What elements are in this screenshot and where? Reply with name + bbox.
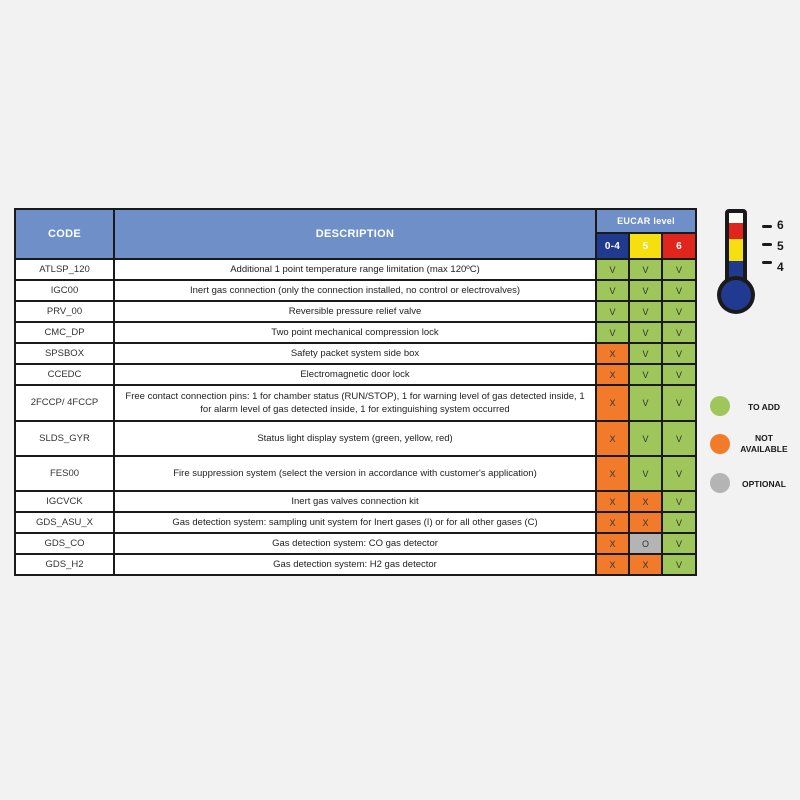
table-row bbox=[15, 533, 696, 554]
row-code: FES00 bbox=[15, 456, 114, 491]
row-description: Electromagnetic door lock bbox=[114, 364, 596, 385]
legend-not-available-label: NOT AVAILABLE bbox=[740, 433, 788, 454]
availability-level-6: V bbox=[662, 512, 696, 533]
row-code: CCEDC bbox=[15, 364, 114, 385]
availability-level-6: V bbox=[662, 343, 696, 364]
availability-level-5: V bbox=[629, 280, 662, 301]
availability-level-5: V bbox=[629, 421, 662, 456]
row-description: Fire suppression system (select the version in accordance with customer's application) bbox=[114, 456, 596, 491]
availability-level-5: V bbox=[629, 456, 662, 491]
scale-label-6: 6 bbox=[777, 218, 784, 232]
table-row bbox=[15, 259, 696, 280]
availability-level-5: V bbox=[629, 385, 662, 421]
row-description: Gas detection system: H2 gas detector bbox=[114, 554, 596, 575]
scale-tick-6 bbox=[762, 225, 772, 228]
scale-label-4: 4 bbox=[777, 260, 784, 274]
row-code: IGCVCK bbox=[15, 491, 114, 512]
row-description: Additional 1 point temperature range limitation (max 120ºC) bbox=[114, 259, 596, 280]
availability-level-5: X bbox=[629, 512, 662, 533]
availability-level-0-4: X bbox=[596, 554, 629, 575]
availability-level-5: V bbox=[629, 364, 662, 385]
row-description: Inert gas valves connection kit bbox=[114, 491, 596, 512]
row-code: SLDS_GYR bbox=[15, 421, 114, 456]
availability-level-0-4: X bbox=[596, 512, 629, 533]
availability-level-6: V bbox=[662, 385, 696, 421]
eucar-level-6: 6 bbox=[662, 233, 696, 259]
availability-level-0-4: X bbox=[596, 456, 629, 491]
availability-level-0-4: X bbox=[596, 385, 629, 421]
availability-level-0-4: V bbox=[596, 301, 629, 322]
availability-level-6: V bbox=[662, 280, 696, 301]
row-description: Reversible pressure relief valve bbox=[114, 301, 596, 322]
scale-tick-4 bbox=[762, 261, 772, 264]
legend-to-add-label: TO ADD bbox=[747, 402, 781, 412]
availability-level-5: V bbox=[629, 343, 662, 364]
table-row bbox=[15, 322, 696, 343]
availability-level-5: X bbox=[629, 554, 662, 575]
row-code: CMC_DP bbox=[15, 322, 114, 343]
gray-dot-icon bbox=[710, 473, 730, 493]
table-row bbox=[15, 421, 696, 456]
availability-level-6: V bbox=[662, 364, 696, 385]
row-code: GDS_CO bbox=[15, 533, 114, 554]
green-dot-icon bbox=[710, 396, 730, 416]
availability-level-5: V bbox=[629, 301, 662, 322]
table-row bbox=[15, 364, 696, 385]
row-code: IGC00 bbox=[15, 280, 114, 301]
eucar-level-0-4: 0-4 bbox=[596, 233, 629, 259]
table-row bbox=[15, 385, 696, 421]
availability-level-0-4: V bbox=[596, 259, 629, 280]
thermometer-icon bbox=[712, 207, 762, 317]
availability-level-6: V bbox=[662, 259, 696, 280]
availability-level-0-4: X bbox=[596, 343, 629, 364]
table-row bbox=[15, 280, 696, 301]
availability-level-5: O bbox=[629, 533, 662, 554]
code-header: CODE bbox=[15, 209, 114, 259]
availability-level-6: V bbox=[662, 533, 696, 554]
table-row bbox=[15, 456, 696, 491]
row-description: Two point mechanical compression lock bbox=[114, 322, 596, 343]
eucar-thermometer bbox=[712, 207, 800, 317]
availability-level-6: V bbox=[662, 301, 696, 322]
availability-level-0-4: V bbox=[596, 280, 629, 301]
row-description: Gas detection system: sampling unit system for Inert gases (I) or for all other gases (C) bbox=[114, 512, 596, 533]
table-row bbox=[15, 491, 696, 512]
row-code: PRV_00 bbox=[15, 301, 114, 322]
eucar-level-header: EUCAR level bbox=[596, 209, 696, 233]
orange-dot-icon bbox=[710, 434, 730, 454]
scale-tick-5 bbox=[762, 243, 772, 246]
table-row bbox=[15, 554, 696, 575]
availability-level-6: V bbox=[662, 554, 696, 575]
availability-level-0-4: X bbox=[596, 364, 629, 385]
availability-level-5: V bbox=[629, 322, 662, 343]
description-header: DESCRIPTION bbox=[114, 209, 596, 259]
table-row bbox=[15, 512, 696, 533]
availability-level-5: X bbox=[629, 491, 662, 512]
row-description: Free contact connection pins: 1 for chamber status (RUN/STOP), 1 for warning level of gas detected inside, 1 for alarm level of gas detected inside, 1 for extinguishing system occurred bbox=[114, 385, 596, 421]
scale-label-5: 5 bbox=[777, 239, 784, 253]
row-code: 2FCCP/ 4FCCP bbox=[15, 385, 114, 421]
table-row bbox=[15, 343, 696, 364]
table-row bbox=[15, 301, 696, 322]
row-code: GDS_ASU_X bbox=[15, 512, 114, 533]
availability-level-0-4: X bbox=[596, 533, 629, 554]
row-code: SPSBOX bbox=[15, 343, 114, 364]
availability-level-0-4: X bbox=[596, 421, 629, 456]
availability-level-5: V bbox=[629, 259, 662, 280]
availability-level-6: V bbox=[662, 491, 696, 512]
availability-level-0-4: V bbox=[596, 322, 629, 343]
legend-optional-label: OPTIONAL bbox=[742, 479, 786, 489]
availability-level-6: V bbox=[662, 456, 696, 491]
eucar-level-5: 5 bbox=[629, 233, 662, 259]
availability-level-6: V bbox=[662, 322, 696, 343]
eucar-options-table bbox=[14, 208, 697, 576]
availability-level-0-4: X bbox=[596, 491, 629, 512]
row-code: GDS_H2 bbox=[15, 554, 114, 575]
row-description: Safety packet system side box bbox=[114, 343, 596, 364]
row-description: Gas detection system: CO gas detector bbox=[114, 533, 596, 554]
row-code: ATLSP_120 bbox=[15, 259, 114, 280]
availability-level-6: V bbox=[662, 421, 696, 456]
row-description: Status light display system (green, yellow, red) bbox=[114, 421, 596, 456]
row-description: Inert gas connection (only the connection installed, no control or electrovalves) bbox=[114, 280, 596, 301]
